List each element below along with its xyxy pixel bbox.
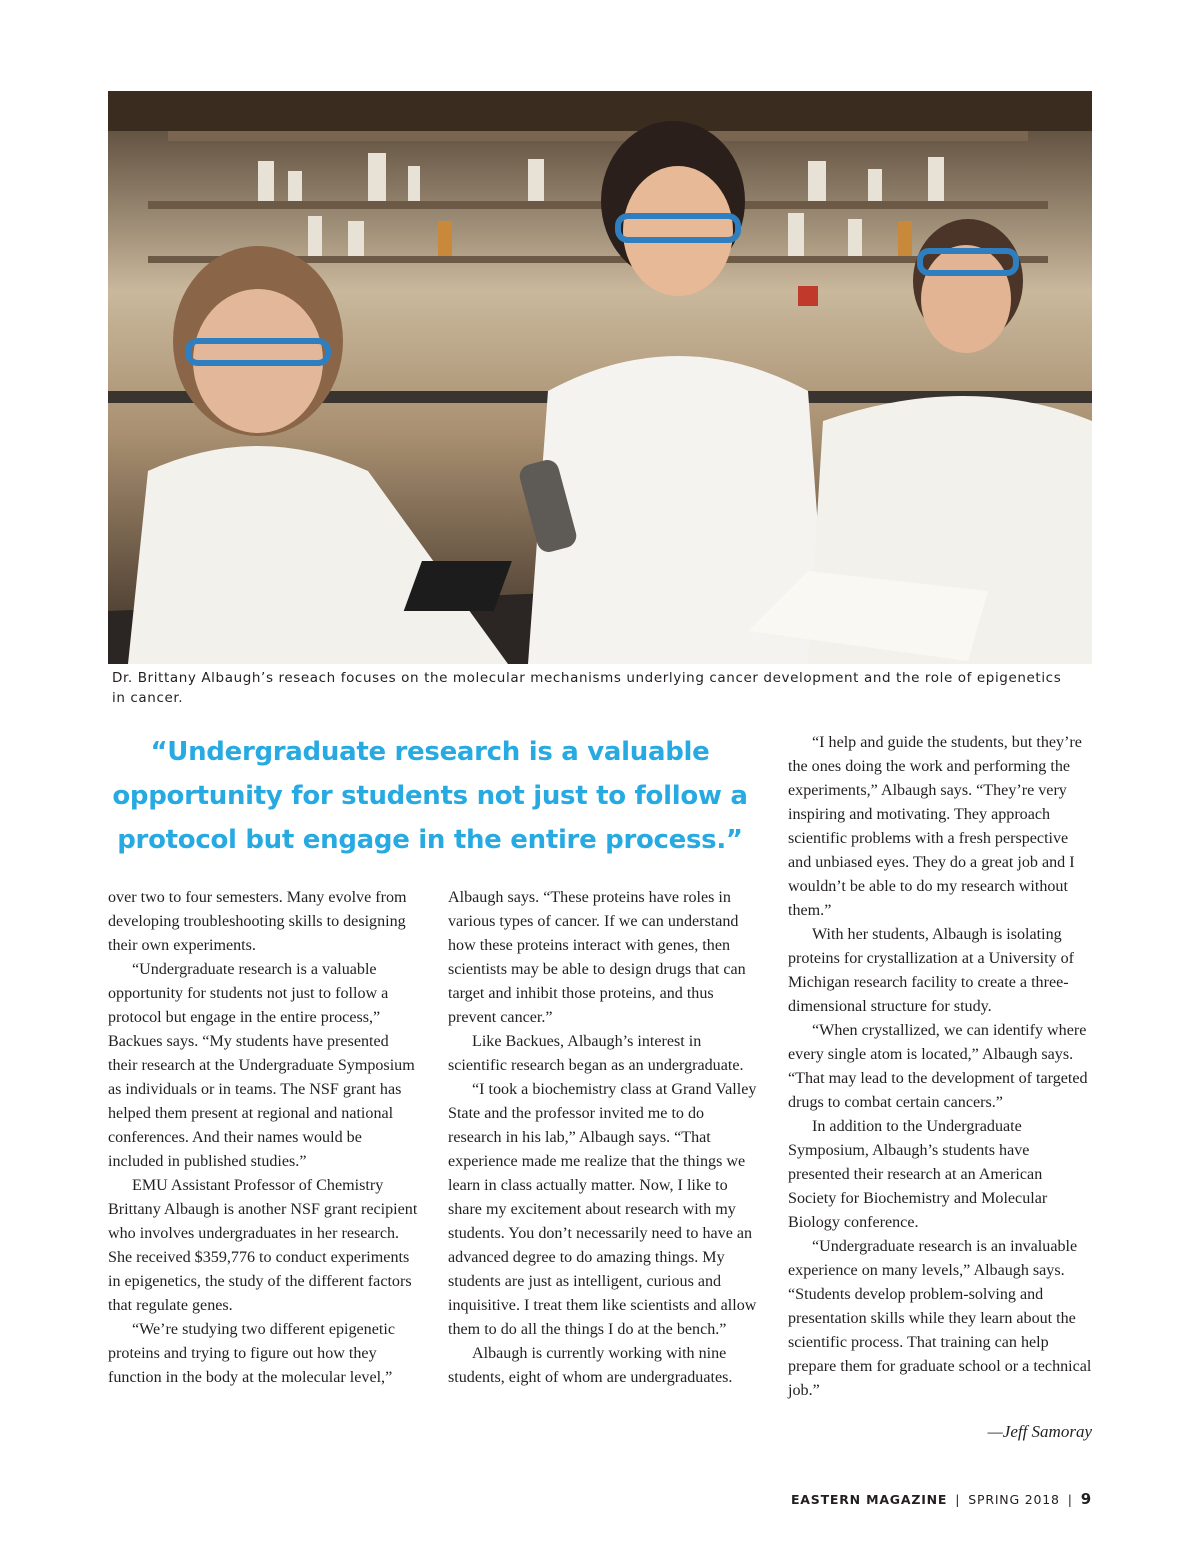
article-column-3 [788,731,1094,1403]
lab-photo [108,91,1092,664]
paragraph: “I took a biochemistry class at Grand Valley State and the professor invited me to do research in his lab,” Albaugh says. “That experience made me realize that the things we learn in class actually matter. Now, I like to share my excitement about research with my students. You don’t necessarily need to have an advanced degree to do amazing things. My students are just as intelligent, curious and inquisitive. I treat them like scientists and allow them to do all the things I do at the bench.” [448,1081,757,1338]
footer-separator: | [1067,1492,1073,1507]
photo-caption: Dr. Brittany Albaugh’s reseach focuses on the molecular mechanisms underlying cancer development and the role of epigenetics in cancer. [112,670,1062,706]
author-byline: —Jeff Samoray [987,1422,1092,1441]
issue-label: SPRING 2018 [968,1492,1060,1507]
paragraph: Albaugh is currently working with nine students, eight of whom are undergraduates. [448,1345,733,1386]
paragraph: “We’re studying two different epigenetic proteins and trying to figure out how they function in the body at the molecular level,” [108,1321,395,1386]
publication-name: EASTERN MAGAZINE [790,1492,948,1507]
paragraph: “Undergraduate research is a valuable opportunity for students not just to follow a protocol but engage in the entire process,” Backues says. “My students have presented their research at the Undergraduate Symposium as individuals or in teams. The NSF grant has helped them present at regional and national conferences. And their names would be included in published studies.” [108,961,415,1170]
paragraph: In addition to the Undergraduate Symposium, Albaugh’s students have presented their research at an American Society for Biochemistry and Molecular Biology conference. [788,1118,1048,1231]
paragraph: over two to four semesters. Many evolve from developing troubleshooting skills to designing their own experiments. [108,889,407,954]
page-footer [791,1490,1092,1508]
paragraph: With her students, Albaugh is isolating proteins for crystallization at a University of Michigan research facility to create a three-dimensional structure for study. [788,926,1075,1015]
lab-photo-illustration [108,91,1092,664]
article-column-2 [448,886,760,1390]
paragraph: Albaugh says. “These proteins have roles in various types of cancer. If we can understand how these proteins interact with genes, then scientists may be able to design drugs that can target and inhibit those proteins, and thus prevent cancer.” [448,889,746,1026]
pull-quote: “Undergraduate research is a valuable opportunity for students not just to follow a protocol but engage in the entire process.” [112,737,748,855]
article-column-1 [108,886,418,1390]
page-number: 9 [1080,1490,1092,1508]
paragraph: “Undergraduate research is an invaluable experience on many levels,” Albaugh says. “Students develop problem-solving and presentation skills while they learn about the scientific process. That training can help prepare them for graduate school or a technical job.” [788,1238,1092,1399]
paragraph: “I help and guide the students, but they’re the ones doing the work and performing the experiments,” Albaugh says. “They’re very inspiring and motivating. They approach scientific problems with a fresh perspective and unbiased eyes. They do a great job and I wouldn’t be able to do my research without them.” [788,734,1082,919]
footer-separator: | [955,1492,961,1507]
paragraph: Like Backues, Albaugh’s interest in scientific research began as an undergraduate. [448,1033,744,1074]
paragraph: “When crystallized, we can identify where every single atom is located,” Albaugh says. “That may lead to the development of targeted drugs to combat certain cancers.” [788,1022,1088,1111]
paragraph: EMU Assistant Professor of Chemistry Brittany Albaugh is another NSF grant recipient who involves undergraduates in her research. She received $359,776 to conduct experiments in epigenetics, the study of the different factors that regulate genes. [108,1177,418,1314]
